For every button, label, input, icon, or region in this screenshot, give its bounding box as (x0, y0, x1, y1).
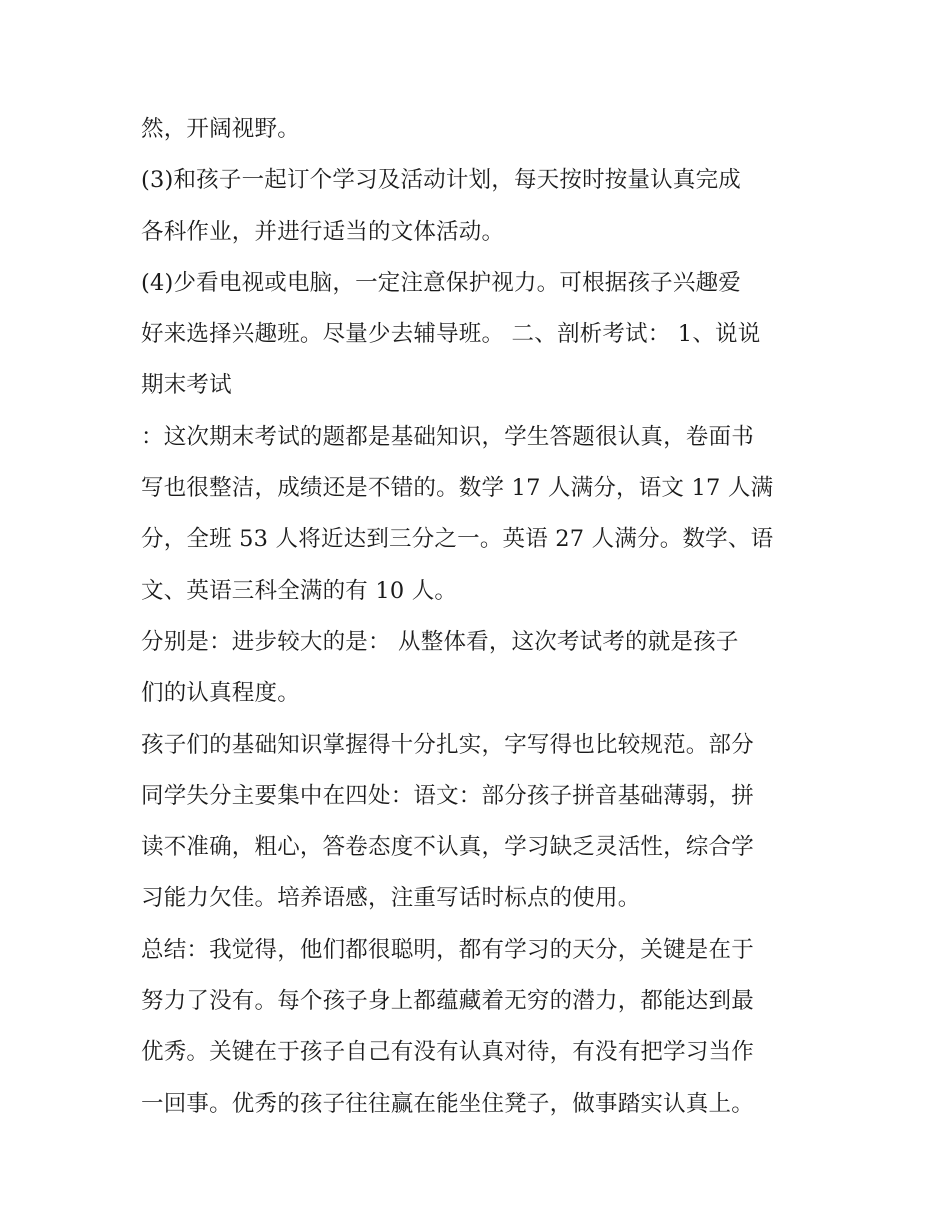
body-text (141, 104, 821, 1130)
text-line: 们的认真程度。 (141, 680, 300, 707)
text-line: 孩子们的基础知识掌握得十分扎实，字写得也比较规范。部分 (141, 731, 754, 758)
text-line: 优秀。关键在于孩子自己有没有认真对待，有没有把学习当作 (141, 1039, 754, 1066)
text-line: 好来选择兴趣班。尽量少去辅导班。 二、剖析考试： 1、说说 (141, 321, 761, 348)
text-line: 文、英语三科全满的有 10 人。 (141, 577, 458, 604)
text-line: 习能力欠佳。培养语感，注重写话时标点的使用。 (141, 885, 641, 912)
text-line: 各科作业，并进行适当的文体活动。 (141, 218, 505, 245)
text-line: (4)少看电视或电脑，一定注意保护视力。可根据孩子兴趣爱 (141, 269, 741, 296)
text-line: ：这次期末考试的题都是基础知识，学生答题很认真，卷面书 (141, 423, 754, 450)
text-line: (3)和孩子一起订个学习及活动计划，每天按时按量认真完成 (141, 167, 741, 194)
text-line: 然，开阔视野。 (141, 116, 300, 142)
text-line: 期末考试 (141, 372, 232, 399)
text-line: 分，全班 53 人将近达到三分之一。英语 27 人满分。数学、语 (141, 526, 774, 553)
text-line: 分别是：进步较大的是： 从整体看，这次考试考的就是孩子 (141, 628, 739, 655)
text-line: 写也很整洁，成绩还是不错的。数学 17 人满分，语文 17 人满 (141, 475, 774, 502)
text-line: 读不准确，粗心，答卷态度不认真，学习缺乏灵活性，综合学 (141, 834, 754, 861)
text-line: 总结：我觉得，他们都很聪明，都有学习的天分，关键是在于 (141, 936, 754, 963)
text-line: 一回事。优秀的孩子往往赢在能坐住凳子，做事踏实认真上。 (141, 1090, 754, 1117)
text-line: 同学失分主要集中在四处：语文：部分孩子拼音基础薄弱，拼 (141, 782, 754, 809)
text-line: 努力了没有。每个孩子身上都蕴藏着无穷的潜力，都能达到最 (141, 988, 754, 1015)
